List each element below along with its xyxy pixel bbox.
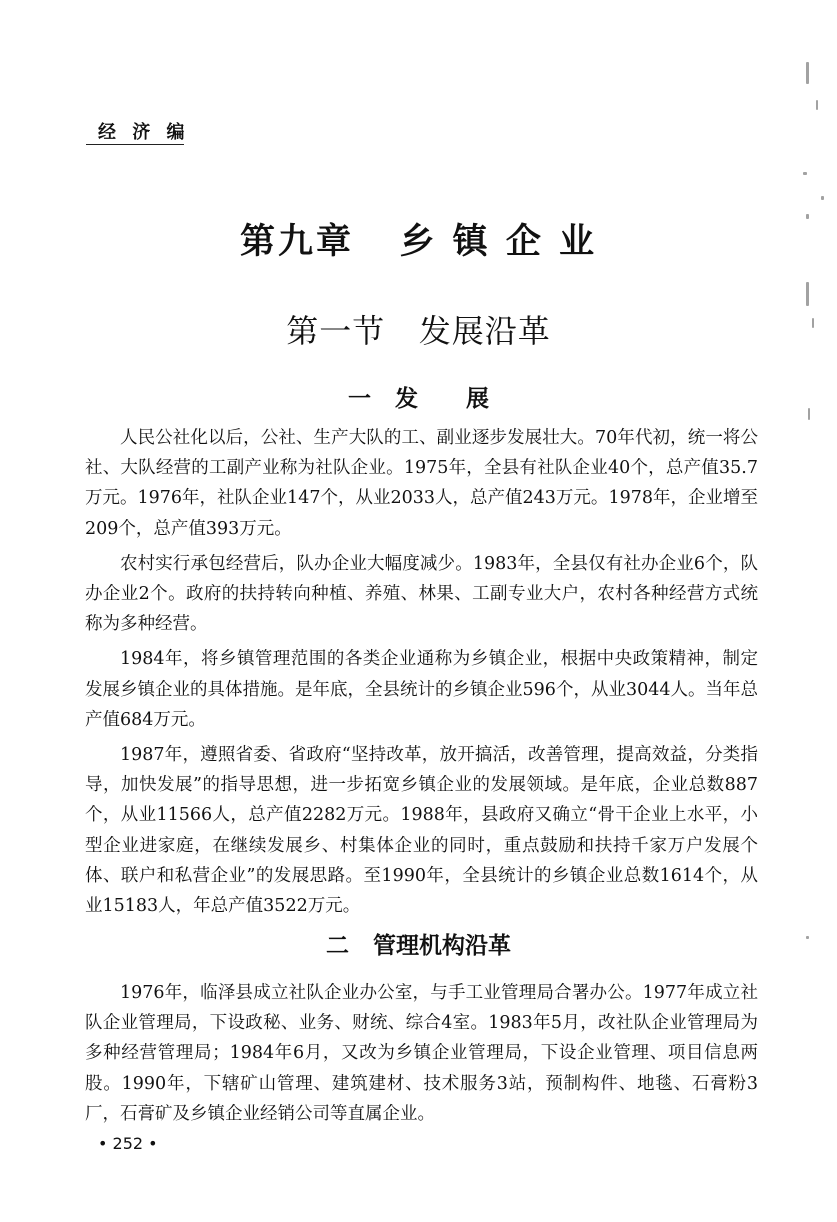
scan-artifact [806,282,809,306]
scan-artifact [808,408,810,420]
development-body [85,423,758,926]
scan-artifact [816,100,818,110]
scan-artifact [821,196,824,200]
management-body [85,978,758,1134]
scan-artifact [806,62,809,84]
running-head-rule [86,144,184,145]
section-title: 第一节 发展沿革 [286,312,551,350]
running-head: 经 济 编 [98,122,190,143]
paragraph: 1976年，临泽县成立社队企业办公室，与手工业管理局合署办公。1977年成立社队企业管理局，下设政秘、业务、财统、综合4室。1983年5月，改社队企业管理局为多种经营管理局；1984年6月，又改为乡镇企业管理局，下设企业管理、项目信息两股。1990年，下辖矿山管理、建筑建材、技术服务3站，预制构件、地毯、石膏粉3厂，石膏矿及乡镇企业经销公司等直属企业。 [85,983,758,1124]
paragraph: 1987年，遵照省委、省政府“坚持改革，放开搞活，改善管理，提高效益，分类指导，加快发展”的指导思想，进一步拓宽乡镇企业的发展领域。是年底，企业总数887个，从业11566人，总产值2282万元。1988年，县政府又确立“骨干企业上水平，小型企业进家庭，在继续发展乡、村集体企业的同时，重点鼓励和扶持千家万户发展个体、联户和私营企业”的发展思路。至1990年，全县统计的乡镇企业总数1614个，从业15183人，年总产值3522万元。 [85,745,758,917]
scan-artifact [803,172,807,175]
scan-artifact [806,214,809,219]
subsection-heading-management: 二 管理机构沿革 [325,932,512,959]
paragraph: 1984年，将乡镇管理范围的各类企业通称为乡镇企业，根据中央政策精神，制定发展乡镇企业的具体措施。是年底，全县统计的乡镇企业596个，从业3044人。当年总产值684万元。 [85,649,758,730]
page-number: • 252 • [98,1134,158,1153]
chapter-title: 第九章 乡 镇 企 业 [239,222,598,262]
scan-artifact [812,318,814,328]
paragraph: 人民公社化以后，公社、生产大队的工、副业逐步发展壮大。70年代初，统一将公社、大队经营的工副产业称为社队企业。1975年，全县有社队企业40个，总产值35.7万元。1976年，社队企业147个，从业2033人，总产值243万元。1978年，企业增至209个，总产值393万元。 [85,428,758,539]
paragraph: 农村实行承包经营后，队办企业大幅度减少。1983年，全县仅有社办企业6个，队办企业2个。政府的扶持转向种植、养殖、林果、工副专业大户，农村各种经营方式统称为多种经营。 [85,553,758,635]
subsection-heading-development: 一 发 展 [347,385,490,412]
scan-artifact [806,936,809,939]
